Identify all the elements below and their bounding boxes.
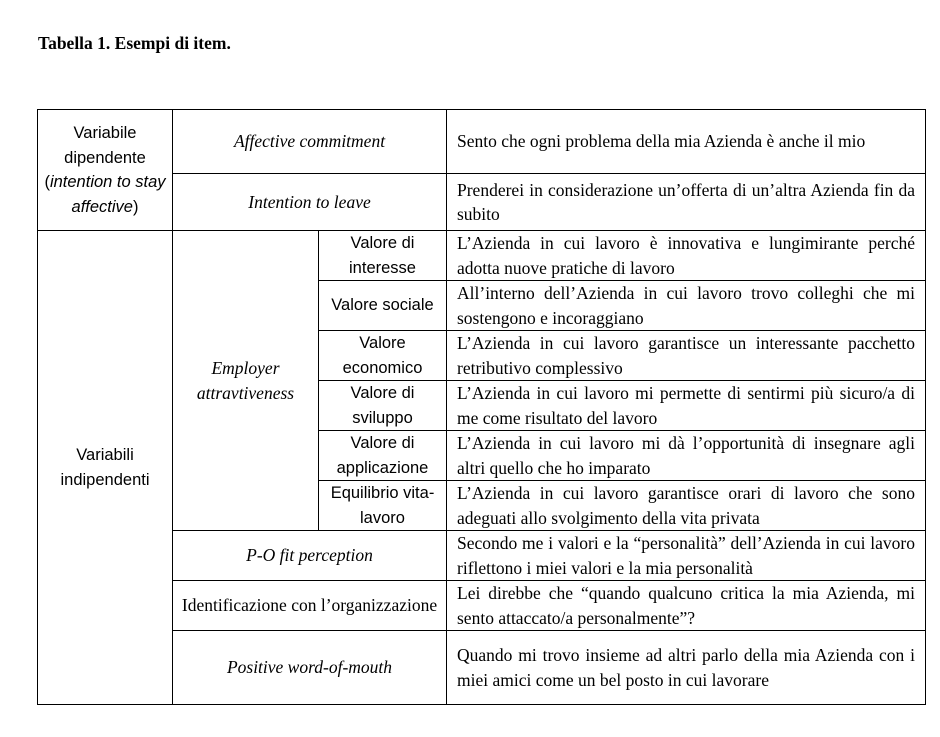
item-cell: Secondo me i valori e la “personalità” dell’Azienda in cui lavoro riflettono i miei valori e la mia personalità bbox=[447, 531, 926, 581]
dimension-cell: Valore sociale bbox=[319, 281, 447, 331]
table-row bbox=[38, 110, 926, 174]
construct-affective-commitment: Affective commitment bbox=[173, 110, 447, 174]
item-cell: L’Azienda in cui lavoro è innovativa e lungimirante perché adotta nuove pratiche di lavoro bbox=[447, 231, 926, 281]
item-cell: Lei direbbe che “quando qualcuno critica la mia Azienda, mi sento attaccato/a personalmente”? bbox=[447, 581, 926, 631]
construct-intention-to-leave: Intention to leave bbox=[173, 174, 447, 231]
items-table bbox=[37, 109, 926, 705]
construct-positive-wom: Positive word-of-mouth bbox=[173, 631, 447, 705]
dimension-cell: Valore di sviluppo bbox=[319, 381, 447, 431]
dependent-variable-label: Variabile dipendente (intention to stay affective) bbox=[38, 110, 173, 231]
dimension-cell: Valore economico bbox=[319, 331, 447, 381]
dimension-cell: Equilibrio vita-lavoro bbox=[319, 481, 447, 531]
item-cell: L’Azienda in cui lavoro mi dà l’opportunità di insegnare agli altri quello che ho imparato bbox=[447, 431, 926, 481]
item-cell: All’interno dell’Azienda in cui lavoro trovo colleghi che mi sostengono e incoraggiano bbox=[447, 281, 926, 331]
construct-identificazione: Identificazione con l’organizzazione bbox=[173, 581, 447, 631]
dimension-cell: Valore di interesse bbox=[319, 231, 447, 281]
independent-variables-label: Variabili indipendenti bbox=[38, 231, 173, 705]
table-caption: Tabella 1. Esempi di item. bbox=[38, 33, 231, 53]
item-cell: L’Azienda in cui lavoro garantisce un interessante pacchetto retributivo complessivo bbox=[447, 331, 926, 381]
table-row bbox=[38, 231, 926, 281]
dimension-cell: Valore di applicazione bbox=[319, 431, 447, 481]
construct-po-fit: P-O fit perception bbox=[173, 531, 447, 581]
item-cell: Quando mi trovo insieme ad altri parlo della mia Azienda con i miei amici come un bel posto in cui lavorare bbox=[447, 631, 926, 705]
item-cell: L’Azienda in cui lavoro garantisce orari di lavoro che sono adeguati allo svolgimento della vita privata bbox=[447, 481, 926, 531]
construct-employer-attractiveness: Employer attravtiveness bbox=[173, 231, 319, 531]
item-cell: L’Azienda in cui lavoro mi permette di sentirmi più sicuro/a di me come risultato del lavoro bbox=[447, 381, 926, 431]
item-intention-to-leave: Prenderei in considerazione un’offerta di un’altra Azienda fin da subito bbox=[447, 174, 926, 231]
item-affective-commitment: Sento che ogni problema della mia Azienda è anche il mio bbox=[447, 110, 926, 174]
